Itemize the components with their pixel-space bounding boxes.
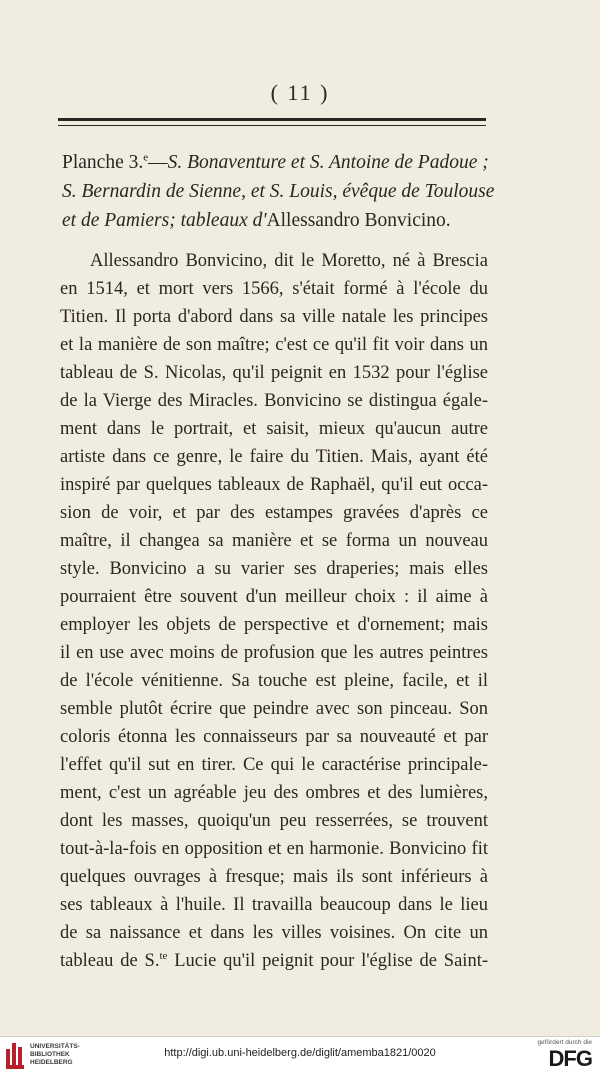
page-number: ( 11 ) bbox=[270, 80, 330, 105]
text-line: de l'école vénitienne. Sa touche est pleine, facile, et il bbox=[60, 671, 488, 691]
text-line: artiste dans ce genre, le faire du Titien. Mais, ayant été bbox=[60, 447, 488, 467]
text-line: ment, c'est un agréable jeu des ombres et des lumières, bbox=[60, 783, 488, 803]
text-line: style. Bonvicino a su varier ses draperies; mais elles bbox=[60, 559, 488, 579]
text-line: de sa naissance et dans les villes voisines. On cite un bbox=[60, 923, 488, 943]
text-line: tout-à-la-fois en opposition et en harmonie. Bonvicino fit bbox=[60, 839, 488, 859]
text-line: de la Vierge des Miracles. Bonvicino se distingua égale- bbox=[60, 391, 488, 411]
text-line: inspiré par quelques tableaux de Raphaël, qu'il eut occa- bbox=[60, 475, 488, 495]
text-line: et la manière de son maître; c'est ce qu'il fit voir dans un bbox=[60, 335, 488, 355]
heading-line-3: et de Pamiers; tableaux d'Allessandro Bonvicino. bbox=[62, 210, 451, 231]
library-name: UNIVERSITÄTS- BIBLIOTHEK HEIDELBERG bbox=[30, 1043, 80, 1066]
text-line: maître, il changea sa manière et se forma un nouveau bbox=[60, 531, 488, 551]
text-line: semble plutôt écrire que peindre avec son pinceau. Son bbox=[60, 699, 488, 719]
text-line: employer les objets de perspective et d'ornement; mais bbox=[60, 615, 488, 635]
body-paragraph bbox=[60, 247, 488, 975]
text-line: en 1514, et mort vers 1566, s'était formé à l'école du bbox=[60, 279, 488, 299]
dfg-funder-logo[interactable] bbox=[522, 1039, 592, 1073]
text-line: ment dans le portrait, et saisit, mieux qu'aucun autre bbox=[60, 419, 488, 439]
plate-heading bbox=[62, 148, 502, 235]
funder-name: DFG bbox=[548, 1046, 592, 1071]
text-line: ses tableaux à l'huile. Il travailla beaucoup dans le lieu bbox=[60, 895, 488, 915]
text-line: sion de voir, et par des estampes gravées d'après ce bbox=[60, 503, 488, 523]
header-rule-thin bbox=[58, 125, 486, 126]
heading-line-1: Planche 3.$^e$—S. Bonaventure et S. Antoine de Padoue ; bbox=[62, 151, 489, 173]
text-line: quelques ouvrages à fresque; mais ils sont inférieurs à bbox=[60, 867, 488, 887]
text-line: Titien. Il porta d'abord dans sa ville natale les principes bbox=[60, 307, 488, 327]
heading-line-2: S. Bernardin de Sienne, et S. Louis, évêque de Toulouse bbox=[62, 181, 495, 202]
header-rule-thick bbox=[58, 118, 486, 121]
permalink-url[interactable]: http://digi.ub.uni-heidelberg.de/diglit/amemba1821/0020 bbox=[164, 1047, 436, 1059]
funder-caption: gefördert durch die bbox=[537, 1039, 592, 1046]
text-line-last: tableau de S.$^{te}$ Lucie qu'il peignit pour l'église de Saint- bbox=[60, 949, 488, 971]
text-line: pourraient être souvent d'un meilleur choix : il aime à bbox=[60, 587, 488, 607]
text-line: dont les masses, quoiqu'un peu resserrées, se trouvent bbox=[60, 811, 488, 831]
text-line: Allessandro Bonvicino, dit le Moretto, né à Brescia bbox=[90, 251, 488, 271]
text-line: tableau de S. Nicolas, qu'il peignit en 1532 pour l'église bbox=[60, 363, 488, 383]
viewer-footer bbox=[0, 1036, 600, 1074]
text-line: il en use avec moins de profusion que les autres peintres bbox=[60, 643, 488, 663]
text-line: l'effet qu'il sut en tirer. Ce qui le caractérise principale- bbox=[60, 755, 488, 775]
text-line: coloris étonna les connaisseurs par sa nouveauté et par bbox=[60, 727, 488, 747]
